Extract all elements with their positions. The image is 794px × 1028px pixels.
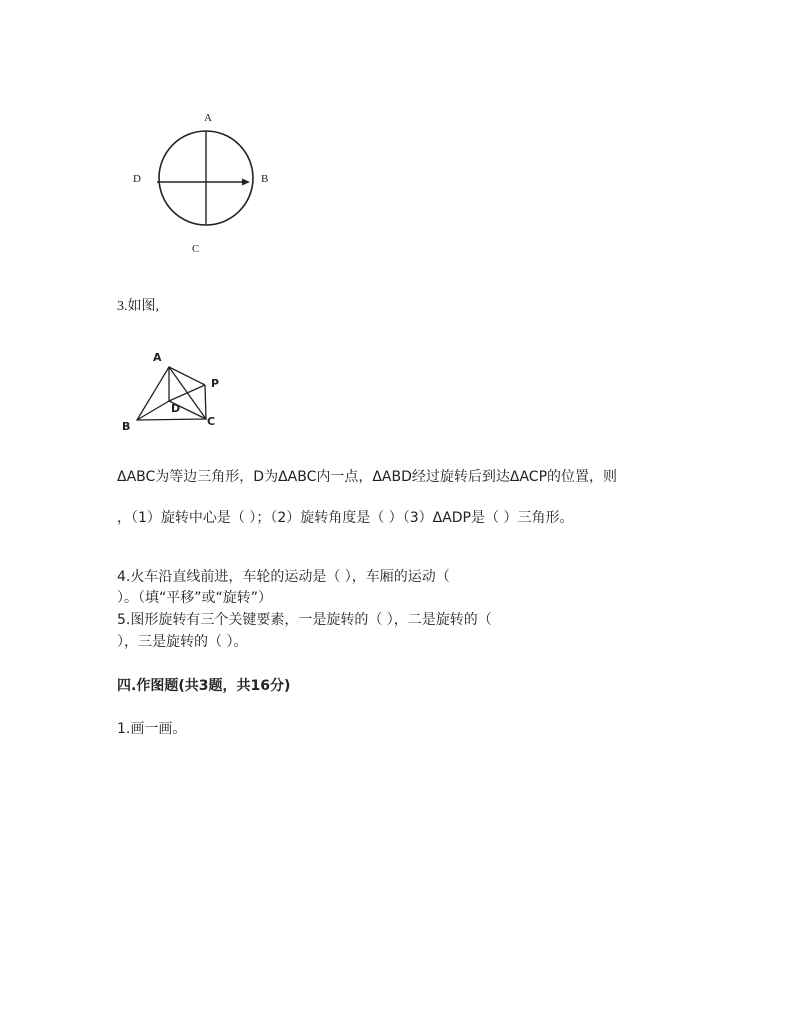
question-5-line1: 5.图形旋转有三个关键要素，一是旋转的（ ），二是旋转的（ (117, 612, 492, 628)
question-4-line2: ）。（填“平移”或“旋转”） (117, 590, 273, 606)
section-4-title: 四.作图题(共3题，共16分) (117, 678, 291, 694)
circle-rotation-figure (120, 105, 290, 265)
label-d: D (133, 173, 141, 185)
segment-ap (169, 367, 205, 385)
label-c: C (207, 415, 216, 428)
question-4-line1: 4.火车沿直线前进，车轮的运动是（ ），车厢的运动（ (117, 569, 450, 585)
drawing-question-1: 1.画一画。 (117, 721, 187, 737)
label-b: B (261, 173, 269, 185)
question-5-line2: ），三是旋转的（ ）。 (117, 634, 248, 650)
segment-dp (169, 385, 205, 401)
triangle-rotation-figure (115, 345, 225, 435)
label-c: C (192, 243, 200, 255)
question-3-text-line2: ，（1）旋转中心是（ ）；（2）旋转角度是（ ）（3）ΔADP是（ ）三角形。 (117, 510, 574, 526)
segment-pc (205, 385, 206, 419)
label-a: A (204, 112, 212, 124)
label-b: B (122, 420, 131, 433)
segment-bd (137, 401, 169, 420)
arrow-head-icon (242, 179, 250, 186)
label-d: D (171, 402, 181, 415)
question-3-text-line1: ΔABC为等边三角形，D为ΔABC内一点，ΔABD经过旋转后到达ΔACP的位置，则 (117, 469, 618, 485)
label-p: P (211, 377, 220, 390)
question-3-heading: 3.如图, (117, 299, 159, 314)
label-a: A (153, 351, 162, 364)
